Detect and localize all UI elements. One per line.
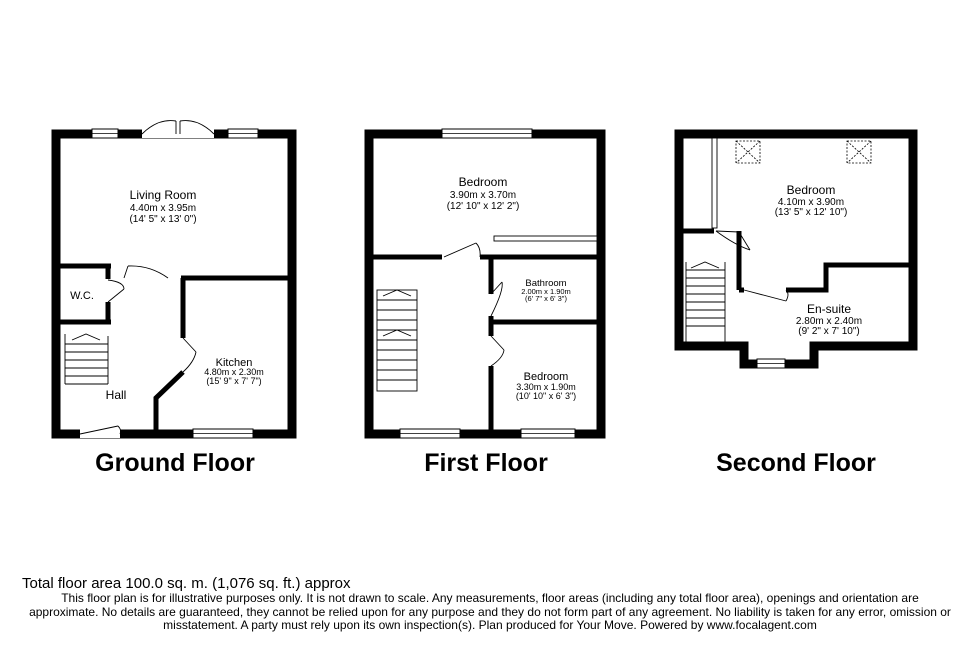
door-swing-icon [716,231,788,301]
bathroom-metric: 2.00m x 1.90m [521,287,571,296]
hall-label: Hall [105,388,127,402]
staircase-icon [377,290,417,391]
first-bedroom-label: Bedroom [458,175,508,189]
second-bedroom-metric: 3.30m x 1.90m [516,382,576,392]
total-floor-area: Total floor area 100.0 sq. m. (1,076 sq. ft.) approx [22,575,351,592]
second-floor-title: Second Floor [716,449,876,477]
wardrobe [494,236,597,241]
living-room-metric: 4.40m x 3.95m [129,203,197,214]
second-bedroom-label: Bedroom [523,371,569,383]
first-bedroom-metric: 3.90m x 3.70m [449,190,517,201]
second-floor-bedroom-label: Bedroom [786,183,836,197]
staircase-icon [65,334,108,384]
footer [22,576,952,633]
living-room-label: Living Room [129,188,197,202]
wardrobe [712,138,717,228]
second-floor-bedroom-imperial: (13' 5" x 12' 10") [774,207,848,218]
door-swing-icon [444,243,504,366]
kitchen-metric: 4.80m x 2.30m [204,367,264,377]
ensuite-label: En-suite [806,302,852,316]
bathroom-imperial: (6' 7" x 6' 3") [525,294,567,303]
first-floor-title: First Floor [424,449,548,477]
living-room-imperial: (14' 5" x 13' 0") [129,214,197,225]
bathroom-label: Bathroom [525,278,567,289]
second-floor-bedroom-metric: 4.10m x 3.90m [777,197,845,208]
kitchen-label: Kitchen [215,357,253,369]
disclaimer-text: This floor plan is for illustrative purposes only. It is not drawn to scale. Any measurements, floor areas (including any total floor area), openings and orientation are approximate. No details are guaranteed, they cannot be relied upon for any purpose and they do not form part of any agreement. No liability is taken for any error, omission or misstatement. A party must rely upon its own inspection(s). Plan produced for Your Move. Powered by www.focalagent.com [29,591,951,632]
ground-floor-outer-wall [56,134,292,434]
ground-floor-title: Ground Floor [95,449,255,477]
ensuite-metric: 2.80m x 2.40m [795,316,863,327]
ground-floor-plan [56,121,292,477]
first-bedroom-imperial: (12' 10" x 12' 2") [446,201,520,212]
skylight-icon [736,141,871,163]
ground-interior-wall [156,372,183,434]
first-floor-plan [369,129,601,477]
wc-label: W.C. [70,290,94,302]
kitchen-imperial: (15' 9" x 7' 7") [206,376,262,386]
staircase-icon [686,262,725,346]
second-floor-plan [679,134,913,477]
second-interior-wall [786,265,913,290]
second-bedroom-imperial: (10' 10" x 6' 3") [515,391,577,401]
ensuite-imperial: (9' 2" x 7' 10") [798,326,860,337]
